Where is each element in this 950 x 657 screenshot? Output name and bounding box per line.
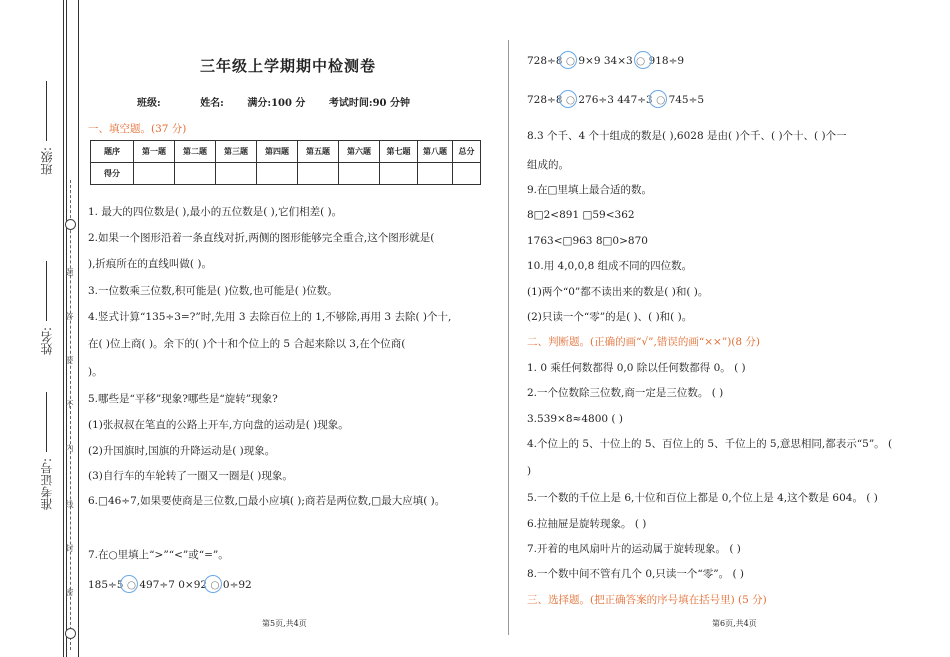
question-9: 9.在□里填上最合适的数。: [527, 184, 652, 196]
judge-3: 3.539×8≈4800 ( ): [527, 413, 623, 425]
binding-line: [66, 0, 67, 657]
cut-char: 答: [65, 312, 74, 320]
exam-time: 考试时间:90 分钟: [328, 98, 410, 109]
answer-circle-icon[interactable]: [649, 90, 667, 108]
question-5-3: (3)自行车的车轮转了一圈又一圈是( )现象。: [88, 470, 293, 482]
question-9-row-2: 1763<□963 8□0>870: [527, 235, 648, 247]
binding-name-label: 姓名:: [40, 326, 54, 355]
question-2-cont: ),折痕所在的直线叫做( )。: [88, 258, 212, 270]
cut-char: 不: [65, 400, 74, 408]
page-divider: [508, 40, 509, 635]
question-10-1: (1)两个“0”都不读出来的数是( )和( )。: [527, 286, 709, 298]
cut-char: 要: [65, 356, 74, 364]
question-4-cont: 在( )位上商( )。余下的( )个十和个位上的 5 合起来除以 3,在个位商(: [88, 338, 406, 350]
binding-hole-icon: [65, 219, 76, 230]
score-table-row-label: 得分: [91, 163, 134, 185]
answer-circle-icon[interactable]: [634, 51, 652, 69]
score-table-cell: 第二题: [175, 141, 216, 163]
judge-1: 1. 0 乘任何数都得 0,0 除以任何数都得 0。 ( ): [527, 362, 746, 374]
section-3-heading: 三、选择题。(把正确答案的序号填在括号里) (5 分): [527, 594, 767, 606]
score-cell[interactable]: [134, 163, 175, 185]
binding-exam-no-label: 准考证号:: [40, 457, 54, 510]
question-2: 2.如果一个图形沿着一条直线对折,两侧的图形能够完全重合,这个图形就是(: [88, 232, 435, 244]
name-label: 姓名:: [200, 98, 224, 109]
exam-info: [137, 94, 430, 109]
answer-circle-icon[interactable]: [120, 575, 138, 593]
binding-margin: [0, 0, 80, 657]
question-10: 10.用 4,0,0,8 组成不同的四位数。: [527, 260, 693, 272]
score-table: [90, 140, 481, 185]
judge-7: 7.开着的电风扇叶片的运动属于旋转现象。 ( ): [527, 543, 741, 555]
question-7-row-3: 728÷8 ○ 276÷3 447÷3 ○ 745÷5: [527, 94, 705, 106]
score-cell[interactable]: [453, 163, 481, 185]
question-7: 7.在○里填上“>”“<”或“=”。: [88, 549, 229, 561]
binding-class-label: 班级:: [40, 146, 54, 175]
answer-circle-icon[interactable]: [559, 51, 577, 69]
answer-circle-icon[interactable]: [559, 90, 577, 108]
score-table-cell: 总分: [453, 141, 481, 163]
binding-class-field[interactable]: [38, 75, 55, 175]
judge-6: 6.拉抽屉是旋转现象。 ( ): [527, 518, 647, 530]
score-table-cell: 题序: [91, 141, 134, 163]
score-cell[interactable]: [257, 163, 298, 185]
cut-char: 内: [65, 444, 74, 452]
judge-4: 4.个位上的 5、十位上的 5、百位上的 5、千位上的 5,意思相同,都表示“5”。 (: [527, 438, 893, 450]
binding-name-field[interactable]: [38, 255, 55, 355]
cut-char: 题: [65, 268, 74, 276]
score-cell[interactable]: [216, 163, 257, 185]
binding-line: [63, 0, 64, 657]
question-9-row-1: 8□2<891 □59<362: [527, 209, 635, 221]
class-label: 班级:: [137, 98, 161, 109]
score-table-cell: 第一题: [134, 141, 175, 163]
footer-right: 第6页,共4页: [712, 619, 757, 628]
question-8: 8.3 个千、4 个十组成的数是( ),6028 是由( )个千、( )个十、( )个一: [527, 130, 847, 142]
question-7-row-2: 728÷8 ○ 9×9 34×3 ○ 918÷9: [527, 55, 685, 67]
cut-char: 线: [65, 500, 74, 508]
full-score: 满分:100 分: [247, 98, 306, 109]
question-7-row-1: 185÷5 ○ 497÷7 0×92 ○ 0÷92: [88, 579, 252, 591]
score-table-cell: 第八题: [418, 141, 453, 163]
question-6: 6.□46÷7,如果要使商是三位数,□最小应填( );商若是两位数,□最大应填( )。: [88, 495, 446, 507]
score-table-header-row: [91, 141, 481, 163]
question-5-1: (1)张叔叔在笔直的公路上开车,方向盘的运动是( )现象。: [88, 419, 349, 431]
question-3: 3.一位数乘三位数,积可能是( )位数,也可能是( )位数。: [88, 285, 338, 297]
score-table-cell: 第六题: [339, 141, 380, 163]
question-5-2: (2)升国旗时,国旗的升降运动是( )现象。: [88, 445, 276, 457]
score-cell[interactable]: [380, 163, 418, 185]
score-cell[interactable]: [418, 163, 453, 185]
question-4: 4.竖式计算“135÷3=?”时,先用 3 去除百位上的 1,不够除,再用 3 去除( )个十,: [88, 311, 452, 323]
binding-exam-no-field[interactable]: [38, 390, 55, 510]
score-table-cell: 第四题: [257, 141, 298, 163]
score-cell[interactable]: [298, 163, 339, 185]
binding-dash-line: [70, 180, 71, 650]
question-10-2: (2)只读一个“零”的是( )、( )和( )。: [527, 311, 693, 323]
section-2-heading: 二、判断题。(正确的画“√”,错误的画“××”)(8 分): [527, 336, 760, 348]
binding-hole-icon: [65, 628, 76, 639]
score-cell[interactable]: [339, 163, 380, 185]
score-table-score-row: [91, 163, 481, 185]
judge-5: 5.一个数的千位上是 6,十位和百位上都是 0,个位上是 4,这个数是 604。 ( ): [527, 492, 878, 504]
judge-4-cont: ): [527, 465, 532, 477]
score-table-cell: 第五题: [298, 141, 339, 163]
judge-8: 8.一个数中间不管有几个 0,只读一个“零”。 ( ): [527, 568, 744, 580]
footer-left: 第5页,共4页: [262, 619, 307, 628]
score-cell[interactable]: [175, 163, 216, 185]
question-4-end: )。: [88, 366, 103, 378]
binding-line: [78, 0, 79, 657]
question-5: 5.哪些是“平移”现象?哪些是“旋转”现象?: [88, 393, 278, 405]
cut-char: 密: [65, 588, 74, 596]
question-8-cont: 组成的。: [527, 159, 569, 171]
page-title: 三年级上学期期中检测卷: [200, 57, 377, 75]
score-table-cell: 第三题: [216, 141, 257, 163]
section-1-heading: 一、填空题。(37 分): [88, 123, 187, 135]
question-1: 1. 最大的四位数是( ),最小的五位数是( ),它们相差( )。: [88, 206, 343, 218]
score-table-cell: 第七题: [380, 141, 418, 163]
answer-circle-icon[interactable]: [204, 575, 222, 593]
cut-char: 封: [65, 544, 74, 552]
judge-2: 2.一个位数除三位数,商一定是三位数。 ( ): [527, 387, 724, 399]
